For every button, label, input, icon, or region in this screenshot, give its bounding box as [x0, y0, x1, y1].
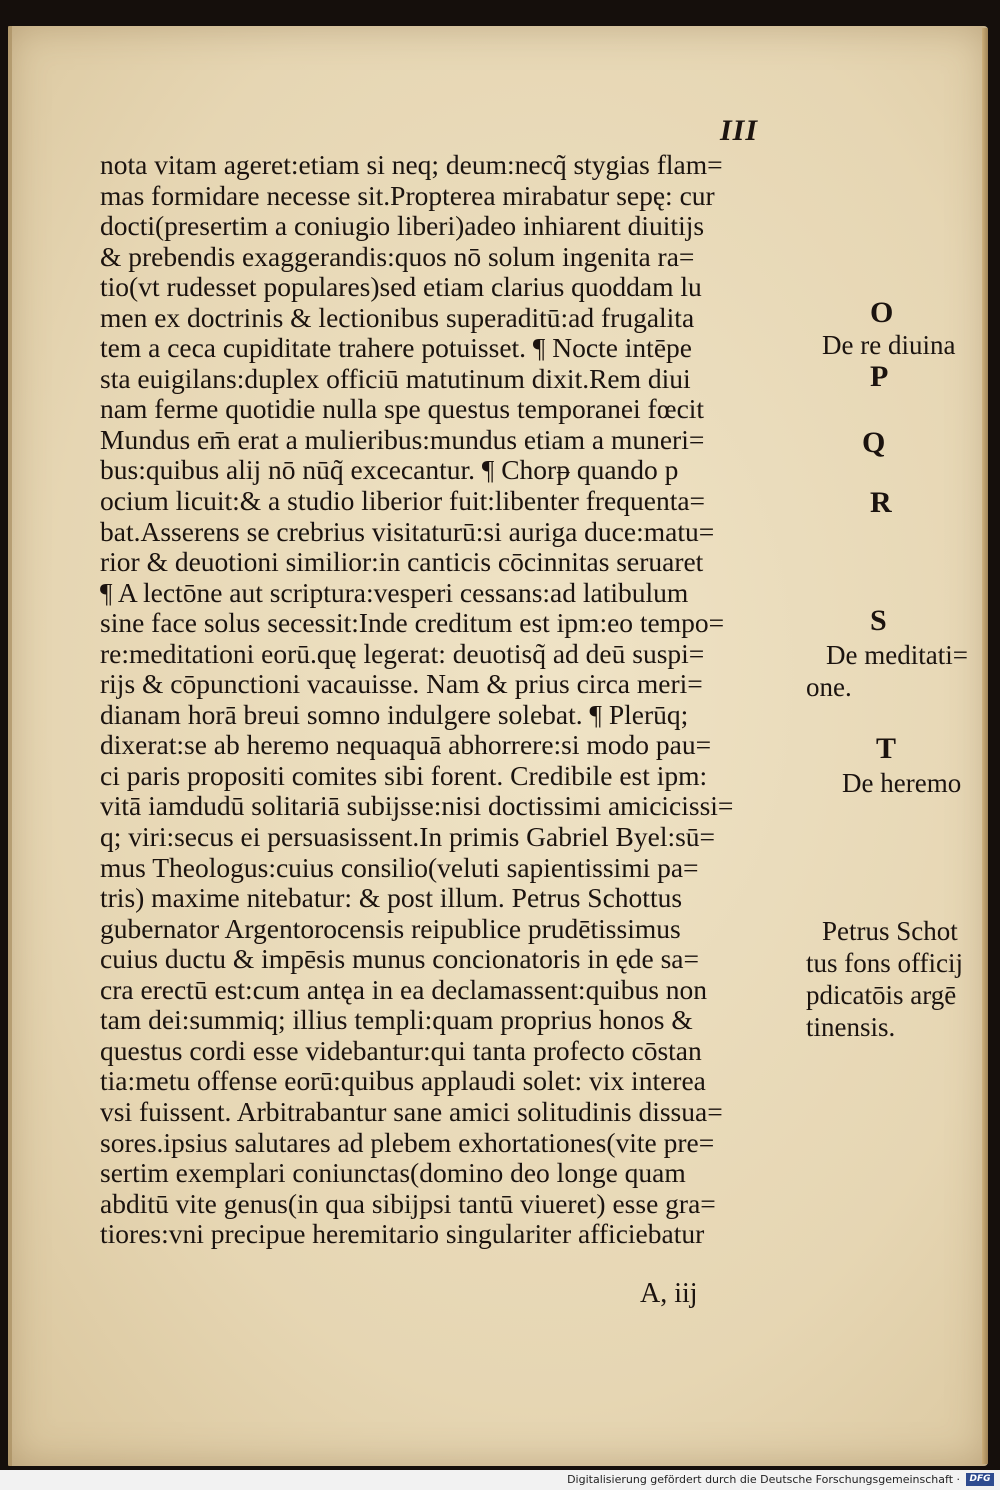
- text-line: dixerat:se ab heremo nequaquā abhorrere:si modo pau=: [100, 730, 712, 761]
- text-line: questus cordi esse videbantur:qui tanta profecto cōstan: [100, 1035, 702, 1066]
- text-line: dianam horā breui somno indulgere solebat. ¶ Plerūq;: [100, 699, 689, 730]
- text-line: bus:quibus alij nō nūq̃ excecantur. ¶ Chorᵽ quando p: [100, 455, 679, 486]
- margin-note-schot-1: Petrus Schot: [822, 916, 958, 946]
- main-text-block: [100, 150, 780, 1250]
- text-line: abditū vite genus(in qua sibijpsi tantū viueret) esse gra=: [100, 1188, 716, 1219]
- margin-note-one: one.: [806, 672, 852, 702]
- page-gutter: [8, 26, 12, 1466]
- margin-letter-r: R: [870, 488, 892, 518]
- text-line: mus Theologus:cuius consilio(veluti sapientissimi pa=: [100, 852, 699, 883]
- margin-note-de-meditati: De meditati=: [826, 640, 968, 670]
- margin-note-de-heremo: De heremo: [842, 768, 962, 798]
- text-line: rior & deuotioni similior:in canticis cōcinnitas seruaret: [100, 547, 704, 578]
- text-line: tris) maxime nitebatur: & post illum. Petrus Schottus: [100, 883, 683, 914]
- text-line: cra erectū est:cum antęa in ea declamassent:quibus non: [100, 974, 708, 1005]
- text-line: q; viri:secus ei persuasissent.In primis Gabriel Byel:sū=: [100, 822, 716, 853]
- text-line: gubernator Argentorocensis reipublice prudētissimus: [100, 913, 681, 944]
- text-line: rijs & cōpunctioni vacauisse. Nam & prius circa meri=: [100, 669, 703, 700]
- text-line: vitā iamdudū solitariā subijsse:nisi doctissimi amicicissi=: [100, 791, 734, 822]
- margin-note-schot-3: pdicatōis argē: [806, 980, 957, 1010]
- text-line: nam ferme quotidie nulla spe questus temporanei fœcit: [100, 394, 705, 425]
- footer-credit: Digitalisierung gefördert durch die Deutsche Forschungsgemeinschaft ·: [567, 1473, 960, 1486]
- text-line: & prebendis exaggerandis:quos nō solum ingenita ra=: [100, 241, 695, 272]
- text-line: sta euigilans:duplex officiū matutinum dixit.Rem diui: [100, 363, 691, 394]
- margin-note-schot-4: tinensis.: [806, 1012, 896, 1042]
- text-line: vsi fuissent. Arbitrabantur sane amici solitudinis dissua=: [100, 1096, 723, 1127]
- text-line: tam dei:summiq; illius templi:quam proprius honos &: [100, 1005, 693, 1036]
- margin-letter-q: Q: [862, 428, 886, 458]
- margin-letter-t: T: [876, 734, 897, 764]
- text-line: mas formidare necesse sit.Propterea mirabatur sepę: cur: [100, 180, 715, 211]
- text-line: sine face solus secessit:Inde creditum est ipm:eo tempo=: [100, 608, 725, 639]
- text-line: bat.Asserens se crebrius visitaturū:si auriga duce:matu=: [100, 516, 715, 547]
- dfg-logo: DFG: [966, 1473, 994, 1486]
- text-line: sertim exemplari coniunctas(domino deo longe quam: [100, 1158, 686, 1189]
- margin-note-schot-2: tus fons officij: [806, 948, 963, 978]
- text-line: ¶ A lectōne aut scriptura:vesperi cessans:ad latibulum: [100, 577, 689, 608]
- margin-letter-p: P: [870, 362, 889, 392]
- text-line: ci paris propositi comites sibi forent. Credibile est ipm:: [100, 760, 708, 791]
- footer-bar: [0, 1470, 1000, 1490]
- margin-note-de-re-diuina: De re diuina: [822, 330, 956, 360]
- text-line: Mundus em̄ erat a mulieribus:mundus etiam a muneri=: [100, 424, 705, 455]
- text-line: tiores:vni precipue heremitario singulariter afficiebatur: [100, 1219, 705, 1250]
- text-line: nota vitam ageret:etiam si neq; deum:necq̃ stygias flam=: [100, 150, 723, 180]
- text-line: ocium licuit:& a studio liberior fuit:libenter frequenta=: [100, 486, 706, 517]
- text-line: tem a ceca cupiditate trahere potuisset. ¶ Nocte intēpe: [100, 333, 692, 364]
- text-line: tia:metu offense eorū:quibus applaudi solet: vix interea: [100, 1066, 706, 1097]
- margin-letter-o: O: [870, 298, 894, 328]
- text-line: sores.ipsius salutares ad plebem exhortationes(vite pre=: [100, 1127, 715, 1158]
- margin-letter-s: S: [870, 606, 887, 636]
- signature-mark: A, iij: [640, 1278, 698, 1309]
- text-line: tio(vt rudesset populares)sed etiam clarius quoddam lu: [100, 272, 702, 303]
- text-line: re:meditationi eorū.quę legerat: deuotisq̃ ad deū suspi=: [100, 638, 705, 669]
- text-line: cuius ductu & impēsis munus concionatoris in ęde sa=: [100, 944, 700, 975]
- text-line: men ex doctrinis & lectionibus superaditū:ad frugalita: [100, 302, 695, 333]
- folio-number: III: [720, 114, 759, 147]
- text-line: docti(presertim a coniugio liberi)adeo inhiarent diuitijs: [100, 211, 705, 242]
